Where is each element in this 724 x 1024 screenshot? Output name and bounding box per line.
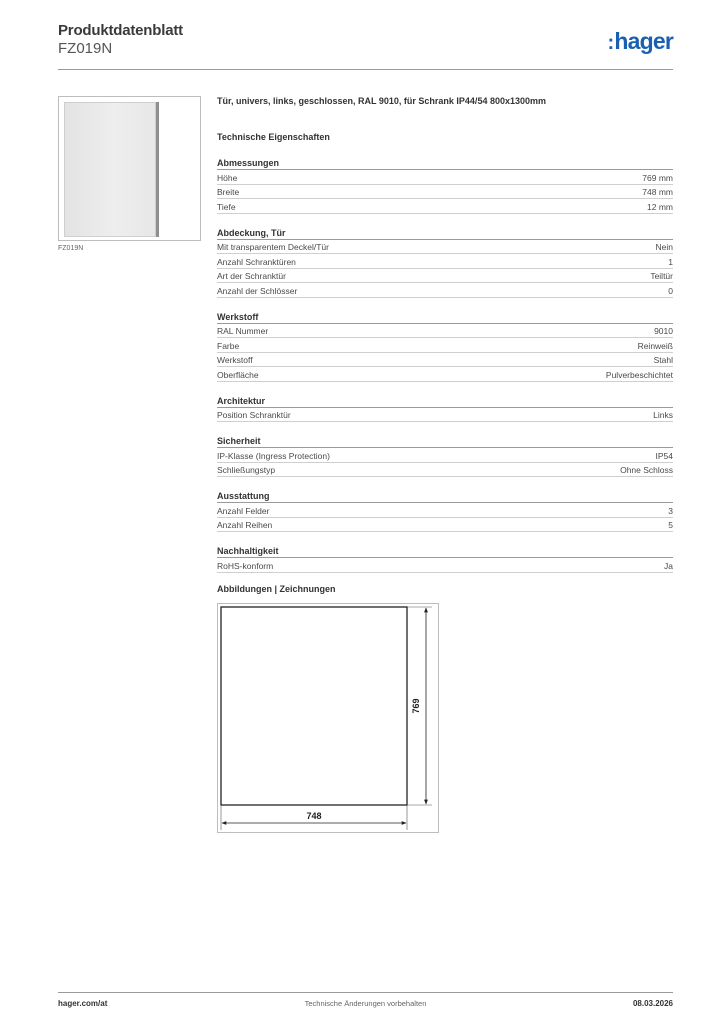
property-row bbox=[217, 170, 673, 185]
section-werkstoff bbox=[217, 312, 673, 382]
hager-logo bbox=[607, 28, 673, 55]
property-label: Tiefe bbox=[217, 201, 236, 212]
property-row bbox=[217, 185, 673, 200]
property-label: RoHS-konform bbox=[217, 560, 274, 571]
property-row bbox=[217, 338, 673, 353]
property-value: 1 bbox=[668, 256, 673, 267]
section-title: Nachhaltigkeit bbox=[217, 546, 673, 558]
document-footer bbox=[58, 992, 673, 1012]
property-label: RAL Nummer bbox=[217, 326, 269, 336]
footer-date: 08.03.2026 bbox=[632, 999, 673, 1008]
section-title: Sicherheit bbox=[217, 436, 673, 448]
property-label: Art der Schranktür bbox=[217, 271, 286, 281]
property-row bbox=[217, 283, 673, 298]
product-description: Tür, univers, links, geschlossen, RAL 9010, für Schrank IP44/54 800x1300mm bbox=[217, 96, 546, 106]
section-architektur bbox=[217, 396, 673, 423]
figures-heading: Abbildungen | Zeichnungen bbox=[217, 584, 336, 594]
property-row bbox=[217, 353, 673, 368]
property-label: Anzahl der Schlösser bbox=[217, 285, 298, 296]
property-label: Oberfläche bbox=[217, 369, 259, 380]
property-value: 0 bbox=[668, 285, 673, 296]
door-edge-illustration bbox=[156, 102, 159, 237]
property-label: Anzahl Felder bbox=[217, 505, 270, 516]
section-title: Abmessungen bbox=[217, 158, 673, 170]
property-label: Höhe bbox=[217, 172, 238, 183]
property-label: Anzahl Reihen bbox=[217, 520, 273, 530]
property-row bbox=[217, 558, 673, 573]
property-value: 5 bbox=[668, 520, 673, 530]
footer-website: hager.com/at bbox=[58, 999, 108, 1008]
document-header bbox=[58, 20, 673, 70]
technical-drawing bbox=[217, 603, 439, 833]
property-label: Anzahl Schranktüren bbox=[217, 256, 296, 267]
properties-heading: Technische Eigenschaften bbox=[217, 132, 330, 142]
logo-text: hager bbox=[614, 28, 673, 54]
property-row bbox=[217, 254, 673, 269]
property-row bbox=[217, 240, 673, 255]
property-value: Pulverbeschichtet bbox=[605, 369, 673, 380]
property-row bbox=[217, 199, 673, 214]
product-image bbox=[58, 96, 201, 241]
section-nachhaltigkeit bbox=[217, 546, 673, 573]
property-label: Farbe bbox=[217, 340, 240, 351]
property-value: Stahl bbox=[653, 355, 673, 365]
document-title: Produktdatenblatt bbox=[58, 22, 183, 39]
property-value: Nein bbox=[655, 242, 673, 252]
property-value: 769 mm bbox=[642, 172, 673, 183]
property-value: 9010 bbox=[654, 326, 673, 336]
section-abmessungen bbox=[217, 158, 673, 214]
property-value: 12 mm bbox=[647, 201, 673, 212]
footer-notice: Technische Änderungen vorbehalten bbox=[304, 999, 427, 1008]
property-row bbox=[217, 463, 673, 478]
product-details bbox=[217, 96, 673, 573]
property-label: Werkstoff bbox=[217, 355, 253, 365]
door-panel-illustration bbox=[64, 102, 156, 237]
section-title: Abdeckung, Tür bbox=[217, 228, 673, 240]
door-dimension-drawing bbox=[218, 604, 438, 832]
section-ausstattung bbox=[217, 491, 673, 532]
property-row bbox=[217, 269, 673, 284]
property-value: 3 bbox=[668, 505, 673, 516]
property-row bbox=[217, 324, 673, 339]
property-value: Links bbox=[653, 410, 673, 420]
property-row bbox=[217, 367, 673, 382]
height-dimension-label: 769 bbox=[411, 698, 421, 714]
property-label: Mit transparentem Deckel/Tür bbox=[217, 242, 329, 252]
property-row bbox=[217, 448, 673, 463]
property-row bbox=[217, 408, 673, 423]
section-sicherheit bbox=[217, 436, 673, 477]
property-value: Reinweiß bbox=[637, 340, 673, 351]
property-value: IP54 bbox=[655, 450, 673, 461]
product-code: FZ019N bbox=[58, 40, 113, 57]
property-value: Ja bbox=[664, 560, 673, 571]
section-title: Werkstoff bbox=[217, 312, 673, 324]
property-label: IP-Klasse (Ingress Protection) bbox=[217, 450, 330, 461]
properties-sections bbox=[217, 158, 673, 573]
section-title: Architektur bbox=[217, 396, 673, 408]
property-value: 748 mm bbox=[642, 187, 673, 197]
property-label: Schließungstyp bbox=[217, 465, 276, 475]
property-label: Position Schranktür bbox=[217, 410, 291, 420]
door-outline bbox=[221, 607, 407, 805]
property-value: Ohne Schloss bbox=[620, 465, 673, 475]
property-row bbox=[217, 518, 673, 533]
property-row bbox=[217, 503, 673, 518]
property-label: Breite bbox=[217, 187, 240, 197]
property-value: Teiltür bbox=[650, 271, 673, 281]
section-title: Ausstattung bbox=[217, 491, 673, 503]
image-caption: FZ019N bbox=[58, 245, 84, 252]
logo-colon: : bbox=[607, 32, 614, 54]
section-abdeckung-t-r bbox=[217, 228, 673, 298]
width-dimension-label: 748 bbox=[306, 811, 322, 821]
